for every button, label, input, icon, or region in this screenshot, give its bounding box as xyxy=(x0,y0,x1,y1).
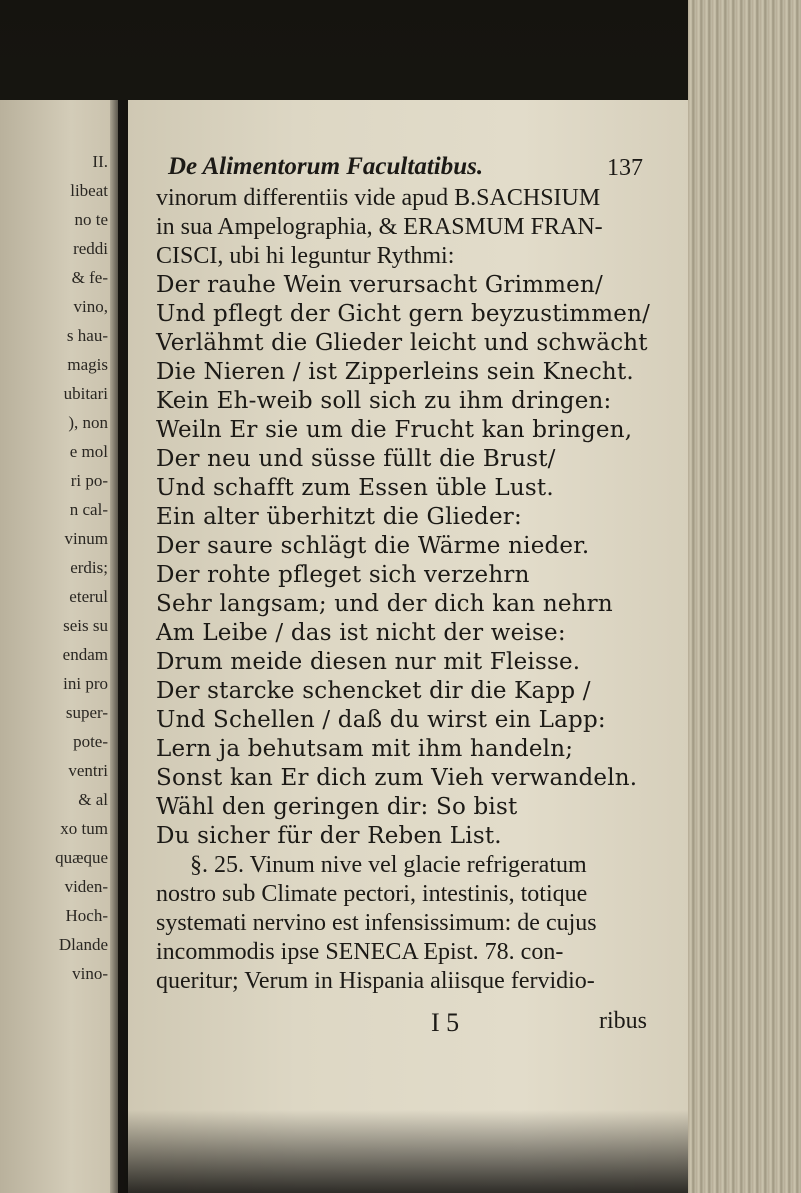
page-number: 137 xyxy=(607,155,643,181)
text-line: Ein alter überhitzt die Glieder: xyxy=(156,504,522,530)
text-line: §. 25. Vinum nive vel glacie refrigeratum xyxy=(190,852,587,878)
text-line: Der neu und süsse füllt die Brust/ xyxy=(156,446,556,472)
facing-page-line: super- xyxy=(65,703,108,722)
facing-page-line: magis xyxy=(67,355,108,374)
facing-page-line: e mol xyxy=(69,442,108,461)
page-fore-edge xyxy=(688,0,801,1193)
facing-page-line: II. xyxy=(92,152,108,171)
text-line: Und pflegt der Gicht gern beyzustimmen/ xyxy=(156,301,651,327)
text-line: Du sicher für der Reben List. xyxy=(156,823,502,849)
text-line: vinorum differentiis vide apud B.SACHSIUM xyxy=(156,185,601,211)
text-line: Die Nieren / ist Zipperleins sein Knecht. xyxy=(156,359,634,385)
facing-page-line: & al xyxy=(78,790,108,809)
text-line: nostro sub Climate pectori, intestinis, totique xyxy=(156,881,588,907)
facing-page-line: n cal- xyxy=(69,500,108,519)
facing-page-line: ventri xyxy=(68,761,108,780)
facing-page-line: s hau- xyxy=(66,326,108,345)
text-line: incommodis ipse SENECA Epist. 78. con- xyxy=(156,939,564,965)
facing-page-line: ), non xyxy=(68,413,108,432)
facing-page-line: ubitari xyxy=(63,384,108,403)
text-line: Und schafft zum Essen üble Lust. xyxy=(156,475,554,501)
facing-page-line: reddi xyxy=(73,239,108,258)
facing-page-line: pote- xyxy=(73,732,108,751)
facing-page-line: endam xyxy=(62,645,108,664)
facing-page-line: ri po- xyxy=(70,471,108,490)
text-line: Kein Eh-weib soll sich zu ihm dringen: xyxy=(156,388,612,414)
facing-page-line: viden- xyxy=(64,877,108,896)
text-line: Lern ja behutsam mit ihm handeln; xyxy=(156,736,574,762)
facing-page-line: vinum xyxy=(64,529,108,548)
text-line: Sonst kan Er dich zum Vieh verwandeln. xyxy=(156,765,638,791)
facing-page-line: libeat xyxy=(70,181,108,200)
text-line: Am Leibe / das ist nicht der weise: xyxy=(156,620,566,646)
text-line: CISCI, ubi hi leguntur Rythmi: xyxy=(156,243,455,269)
text-line: Weiln Er sie um die Frucht kan bringen, xyxy=(156,417,633,443)
running-title: De Alimentorum Facultatibus. xyxy=(168,153,484,180)
facing-page-line: erdis; xyxy=(70,558,108,577)
text-line: Der rauhe Wein verursacht Grimmen/ xyxy=(156,272,603,298)
bottom-shadow xyxy=(128,1110,688,1193)
text-line: in sua Ampelographia, & ERASMUM FRAN- xyxy=(156,214,603,240)
text-line: Sehr langsam; und der dich kan nehrn xyxy=(156,591,613,617)
facing-page-line: no te xyxy=(74,210,108,229)
facing-page-line: ini pro xyxy=(63,674,108,693)
facing-page-line: xo tum xyxy=(60,819,108,838)
text-line: Der starcke schencket dir die Kapp / xyxy=(156,678,591,704)
catchword: ribus xyxy=(599,1008,647,1034)
facing-page-line: & fe- xyxy=(71,268,108,287)
text-line: Der saure schlägt die Wärme nieder. xyxy=(156,533,590,559)
text-line: Wähl den geringen dir: So bist xyxy=(156,794,518,820)
facing-page-line: quæque xyxy=(55,848,108,867)
facing-page-line: vino, xyxy=(73,297,108,316)
facing-page-line: eterul xyxy=(69,587,108,606)
signature-mark: I 5 xyxy=(431,1008,460,1037)
text-line: Der rohte pfleget sich verzehrn xyxy=(156,562,530,588)
facing-page-fragment xyxy=(0,100,118,1193)
text-line: systemati nervino est infensissimum: de cujus xyxy=(156,910,597,936)
facing-page-line: vino- xyxy=(72,964,108,983)
text-line: Und Schellen / daß du wirst ein Lapp: xyxy=(156,707,606,733)
facing-page-line: seis su xyxy=(63,616,108,635)
facing-page-line: Dlande xyxy=(58,935,108,954)
facing-page-line: Hoch- xyxy=(65,906,108,925)
text-line: Verlähmt die Glieder leicht und schwächt xyxy=(156,330,648,356)
text-line: queritur; Verum in Hispania aliisque fervidio- xyxy=(156,968,595,994)
text-line: Drum meide diesen nur mit Fleisse. xyxy=(156,649,581,675)
